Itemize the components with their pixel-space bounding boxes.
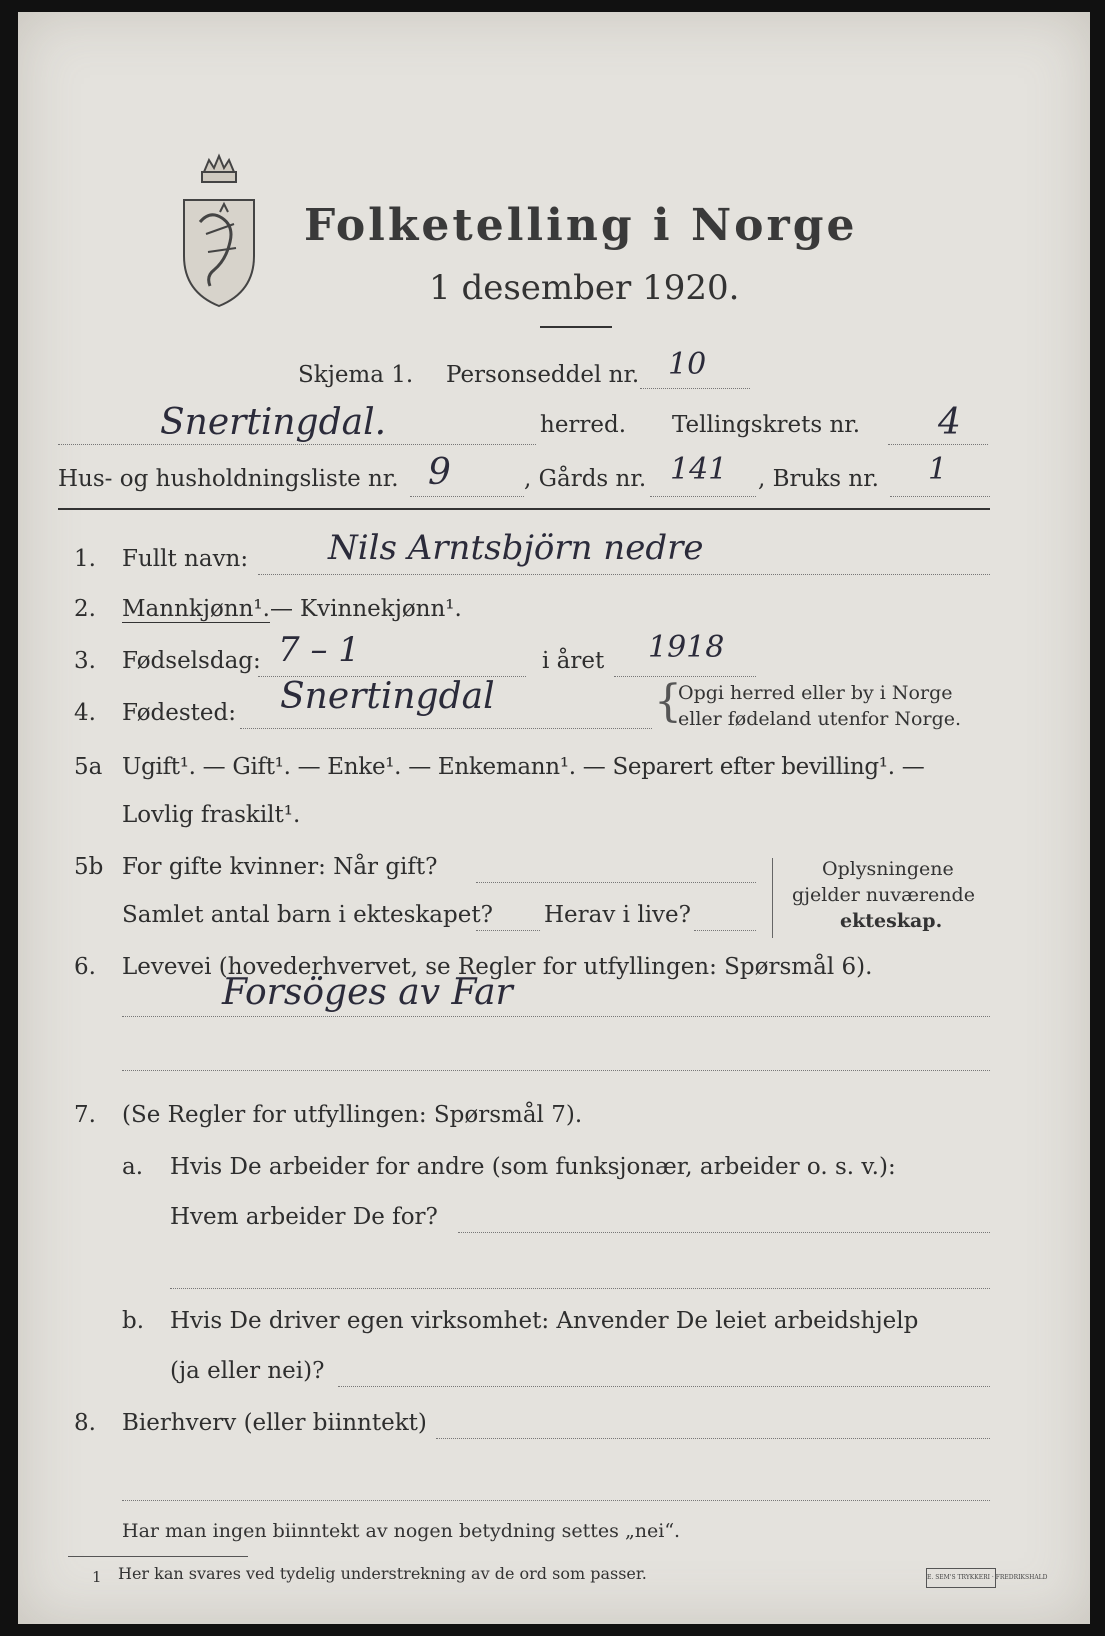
personseddel-line <box>640 388 750 389</box>
q7b-label: Hvis De driver egen virksomhet: Anvender De leiet arbeidshjelp <box>170 1308 919 1334</box>
q7b-letter: b. <box>122 1308 145 1334</box>
birth-date-value[interactable]: 7 – 1 <box>278 630 360 670</box>
q4-number: 4. <box>74 700 96 726</box>
q6-label: Levevei (hovederhvervet, se Regler for utfyllingen: Spørsmål 6). <box>122 954 873 980</box>
q4-label: Fødested: <box>122 700 237 726</box>
q5b-note-line2: gjelder nuværende <box>792 884 975 906</box>
birth-year-line <box>614 676 756 677</box>
q4-note-line2: eller fødeland utenfor Norge. <box>678 708 962 730</box>
q8-line1 <box>436 1438 990 1439</box>
birth-year-label: i året <box>542 648 605 674</box>
q8-line2 <box>122 1500 990 1501</box>
q7-number: 7. <box>74 1102 96 1128</box>
norway-coat-of-arms-icon <box>176 152 262 312</box>
q4-note-line1: Opgi herred eller by i Norge <box>678 682 953 704</box>
gards-label: , Gårds nr. <box>524 466 647 492</box>
gender-male-option[interactable]: Mannkjønn¹. <box>122 596 270 622</box>
q7a-employer-label: Hvem arbeider De for? <box>170 1204 438 1230</box>
q5b-children-line <box>476 930 540 931</box>
personseddel-value[interactable]: 10 <box>668 347 707 382</box>
herred-line <box>58 444 536 445</box>
herred-label: herred. <box>540 412 627 438</box>
q4-line <box>240 728 652 729</box>
bruks-line <box>890 496 990 497</box>
tellingskrets-label: Tellingskrets nr. <box>672 412 861 438</box>
q3-number: 3. <box>74 648 96 674</box>
gender-separator: — <box>270 596 293 622</box>
gards-value[interactable]: 141 <box>670 452 728 487</box>
q5b-alive-label: Herav i live? <box>544 902 691 928</box>
form-title: Folketelling i Norge <box>304 200 858 251</box>
q6-number: 6. <box>74 954 96 980</box>
q7b-yes-no-label: (ja eller nei)? <box>170 1358 325 1384</box>
q7a-employer-line2 <box>170 1288 990 1289</box>
q7a-employer-line <box>458 1232 990 1233</box>
q2-number: 2. <box>74 596 96 622</box>
q7b-yes-no-line <box>338 1386 990 1387</box>
q1-line <box>258 574 990 575</box>
q5b-brace <box>772 858 775 938</box>
footnote-number: 1 <box>92 1568 102 1586</box>
birthplace-value[interactable]: Snertingdal <box>280 676 495 717</box>
q5b-number: 5b <box>74 854 104 880</box>
bruks-value[interactable]: 1 <box>928 452 948 487</box>
q8-note: Har man ingen biinntekt av nogen betydning settes „nei“. <box>122 1520 681 1542</box>
q7-label: (Se Regler for utfyllingen: Spørsmål 7). <box>122 1102 583 1128</box>
printer-stamp: E. SEM'S TRYKKERI · FREDRIKSHALD <box>926 1568 996 1588</box>
q5a-number: 5a <box>74 754 103 780</box>
q7a-label: Hvis De arbeider for andre (som funksjonær, arbeider o. s. v.): <box>170 1154 896 1180</box>
gender-female-option[interactable]: Kvinnekjønn¹. <box>300 596 462 622</box>
q8-label: Bierhverv (eller biinntekt) <box>122 1410 427 1436</box>
personseddel-label: Personseddel nr. <box>446 362 640 388</box>
footnote-rule <box>68 1556 248 1557</box>
tellingskrets-line <box>888 444 988 445</box>
q6-line1 <box>122 1016 990 1017</box>
q5b-married-when-label: For gifte kvinner: Når gift? <box>122 854 438 880</box>
q5b-children-label: Samlet antal barn i ekteskapet? <box>122 902 493 928</box>
hus-line <box>410 496 524 497</box>
bruks-label: , Bruks nr. <box>758 466 879 492</box>
q3-label: Fødselsdag: <box>122 648 261 674</box>
gards-line <box>650 496 756 497</box>
marital-status-options[interactable]: Ugift¹. — Gift¹. — Enke¹. — Enkemann¹. — Separert efter bevilling¹. — <box>122 754 925 780</box>
marital-status-divorced[interactable]: Lovlig fraskilt¹. <box>122 802 301 828</box>
hus-label: Hus- og husholdningsliste nr. <box>58 466 399 492</box>
title-divider <box>540 326 612 328</box>
census-form-sheet <box>18 12 1090 1624</box>
header-separator <box>58 508 990 510</box>
q5b-note-line1: Oplysningene <box>822 858 954 880</box>
skjema-label: Skjema 1. <box>298 362 414 388</box>
q7a-letter: a. <box>122 1154 144 1180</box>
full-name-value[interactable]: Nils Arntsbjörn nedre <box>328 528 704 568</box>
birth-year-value[interactable]: 1918 <box>648 630 725 665</box>
q4-brace: { <box>654 676 682 727</box>
occupation-value[interactable]: Forsöges av Far <box>222 972 513 1013</box>
tellingskrets-value[interactable]: 4 <box>938 402 961 443</box>
footnote-text: Her kan svares ved tydelig understrekning av de ord som passer. <box>118 1564 647 1583</box>
herred-value[interactable]: Snertingdal. <box>160 402 387 443</box>
q5b-alive-line <box>694 930 756 931</box>
census-date: 1 desember 1920. <box>429 268 740 308</box>
q5b-note-line3: ekteskap. <box>840 910 943 932</box>
q1-number: 1. <box>74 546 96 572</box>
q6-line2 <box>122 1070 990 1071</box>
q5b-married-when-line <box>476 882 756 883</box>
q8-number: 8. <box>74 1410 96 1436</box>
q1-label: Fullt navn: <box>122 546 249 572</box>
hus-value[interactable]: 9 <box>428 452 451 493</box>
